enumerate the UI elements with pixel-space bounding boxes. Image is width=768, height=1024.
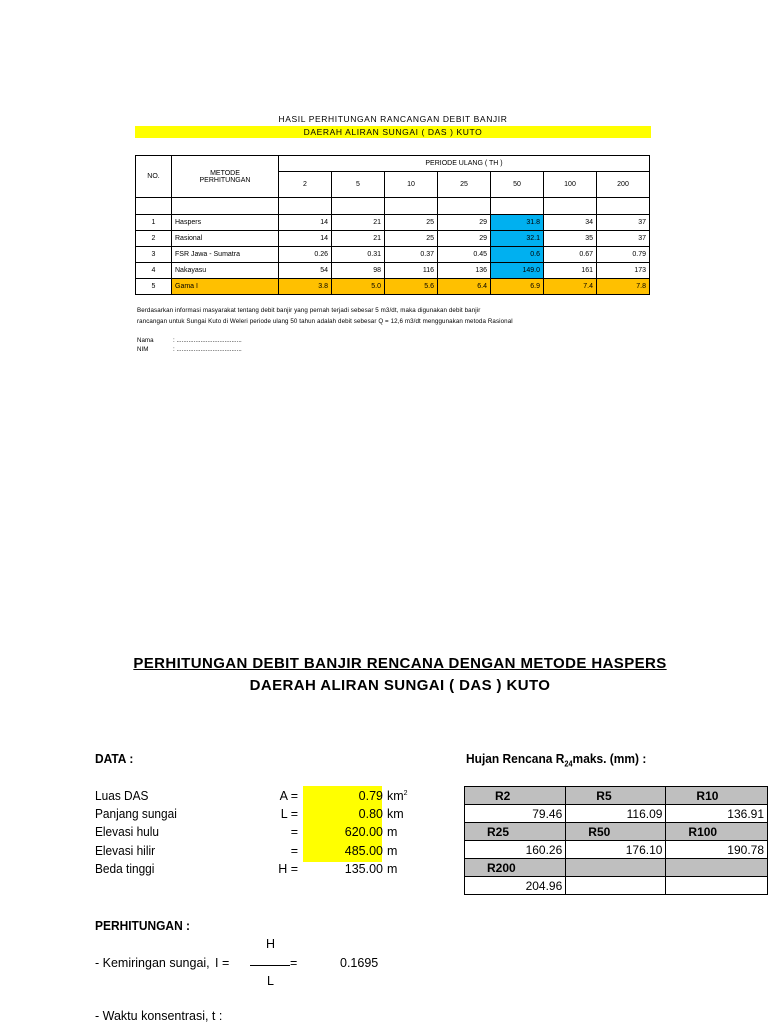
cell: 54	[279, 263, 332, 279]
cell: 6.4	[438, 279, 491, 295]
data-heading: DATA :	[95, 751, 134, 766]
rain-heading-pre: Hujan Rencana R	[466, 751, 565, 766]
fraction-line	[250, 965, 290, 966]
slope-numerator: H	[266, 937, 276, 951]
note-line-1: Berdasarkan informasi masyarakat tentang debit banjir yang pernah terjadi sebesar 5 m3/dt, maka digunakan debit banjir	[137, 307, 481, 314]
nama-label: Nama	[137, 337, 154, 344]
data-symbol: L =	[280, 807, 298, 821]
cell: 0.37	[385, 247, 438, 263]
rain-value: 176.10	[566, 841, 666, 859]
nama-line	[137, 337, 242, 344]
table-row	[136, 215, 650, 231]
nim-label: NIM	[137, 346, 149, 353]
slope-value: 0.1695	[340, 956, 379, 970]
summary-subtitle: DAERAH ALIRAN SUNGAI ( DAS ) KUTO	[135, 126, 651, 138]
cell: 173	[597, 263, 650, 279]
slope-symbol: I =	[215, 956, 230, 970]
cell: 37	[597, 231, 650, 247]
data-label: Elevasi hilir	[95, 844, 156, 858]
rain-header: R10	[666, 787, 768, 805]
rain-empty	[566, 877, 666, 895]
data-value: 135.00	[344, 862, 383, 876]
slope-label: - Kemiringan sungai,	[95, 956, 210, 970]
cell: 14	[279, 231, 332, 247]
header-metode-1: METODE	[210, 169, 240, 177]
row-method: FSR Jawa - Sumatra	[172, 247, 279, 263]
cell: 5.6	[385, 279, 438, 295]
cell: 5.0	[332, 279, 385, 295]
data-row-luas	[95, 789, 425, 807]
header-no: NO.	[136, 156, 172, 198]
rain-header: R50	[566, 823, 666, 841]
data-row-panjang	[95, 807, 425, 825]
rain-header: R2	[465, 787, 566, 805]
header-periode: PERIODE ULANG ( TH )	[279, 156, 650, 172]
summary-note	[137, 305, 657, 327]
cell: 0.26	[279, 247, 332, 263]
data-row-hulu	[95, 825, 425, 843]
data-row-beda	[95, 862, 425, 880]
row-method: Haspers	[172, 215, 279, 231]
rain-value: 160.26	[465, 841, 566, 859]
cell: 116	[385, 263, 438, 279]
row-no: 5	[136, 279, 172, 295]
data-value: 0.79	[358, 789, 383, 803]
table-row	[136, 279, 650, 295]
rain-heading	[466, 751, 646, 769]
cell: 7.4	[544, 279, 597, 295]
cell: 29	[438, 215, 491, 231]
cell-highlight: 32.1	[491, 231, 544, 247]
data-label: Panjang sungai	[95, 807, 177, 821]
calc-heading: PERHITUNGAN :	[95, 918, 191, 933]
header-metode-2: PERHITUNGAN	[199, 176, 251, 184]
period-cell: 50	[491, 172, 544, 198]
rain-header: R100	[666, 823, 768, 841]
period-cell: 200	[597, 172, 650, 198]
cell: 25	[385, 215, 438, 231]
row-method: Gama I	[172, 279, 279, 295]
table-row	[136, 247, 650, 263]
row-no: 1	[136, 215, 172, 231]
cell: 6.9	[491, 279, 544, 295]
cell: 0.67	[544, 247, 597, 263]
cell: 7.8	[597, 279, 650, 295]
rain-heading-post: maks. (mm) :	[572, 751, 647, 766]
row-no: 2	[136, 231, 172, 247]
haspers-title-text: PERHITUNGAN DEBIT BANJIR RENCANA DENGAN METODE HASPERS	[133, 655, 667, 672]
rain-value: 190.78	[666, 841, 768, 859]
rain-header: R5	[566, 787, 666, 805]
rain-empty	[666, 859, 768, 877]
rain-value: 79.46	[465, 805, 566, 823]
rain-value: 136.91	[666, 805, 768, 823]
cell-highlight: 149.0	[491, 263, 544, 279]
cell: 0.45	[438, 247, 491, 263]
data-label: Elevasi hulu	[95, 825, 160, 839]
table-row	[136, 231, 650, 247]
rain-empty	[666, 877, 768, 895]
haspers-subtitle: DAERAH ALIRAN SUNGAI ( DAS ) KUTO	[249, 677, 551, 694]
data-label: Luas DAS	[95, 789, 149, 803]
row-no: 4	[136, 263, 172, 279]
period-cell: 25	[438, 172, 491, 198]
slope-equals: =	[290, 956, 298, 970]
row-method: Nakayasu	[172, 263, 279, 279]
row-no: 3	[136, 247, 172, 263]
cell: 0.31	[332, 247, 385, 263]
data-label: Beda tinggi	[95, 862, 155, 876]
data-unit: m	[387, 825, 398, 839]
data-row-hilir	[95, 844, 425, 862]
nim-line	[137, 346, 242, 353]
table-row	[136, 263, 650, 279]
data-value: 0.80	[358, 807, 383, 821]
nama-blank: : ......................................	[173, 337, 242, 344]
cell: 161	[544, 263, 597, 279]
data-unit: m	[387, 862, 398, 876]
summary-title: HASIL PERHITUNGAN RANCANGAN DEBIT BANJIR	[278, 114, 508, 124]
data-symbol: H =	[278, 862, 298, 876]
nim-blank: : ......................................	[173, 346, 242, 353]
rain-header: R25	[465, 823, 566, 841]
summary-table	[135, 155, 650, 295]
cell: 14	[279, 215, 332, 231]
cell: 98	[332, 263, 385, 279]
tc-label: - Waktu konsentrasi, t :	[95, 1009, 223, 1023]
cell: 35	[544, 231, 597, 247]
data-symbol: =	[290, 825, 298, 839]
data-symbol: A =	[279, 789, 298, 803]
rain-value: 204.96	[465, 877, 566, 895]
cell: 37	[597, 215, 650, 231]
cell: 25	[385, 231, 438, 247]
period-cell: 5	[332, 172, 385, 198]
data-value: 485.00	[344, 844, 383, 858]
rain-value: 116.09	[566, 805, 666, 823]
period-cell: 10	[385, 172, 438, 198]
cell: 0.79	[597, 247, 650, 263]
rain-heading-sub: 24	[564, 759, 573, 769]
period-cell: 2	[279, 172, 332, 198]
cell: 29	[438, 231, 491, 247]
spacer-row	[136, 198, 650, 215]
data-unit: $km^2$	[387, 789, 408, 803]
cell: 21	[332, 231, 385, 247]
cell-highlight: 31.8	[491, 215, 544, 231]
rain-table	[464, 786, 768, 895]
row-method: Rasional	[172, 231, 279, 247]
data-value: 620.00	[344, 825, 383, 839]
haspers-title	[0, 655, 768, 672]
data-symbol: =	[290, 844, 298, 858]
data-unit: m	[387, 844, 398, 858]
cell: 21	[332, 215, 385, 231]
cell: 3.8	[279, 279, 332, 295]
header-metode	[172, 156, 279, 198]
period-cell: 100	[544, 172, 597, 198]
note-line-2: rancangan untuk Sungai Kuto di Weleri periode ulang 50 tahun adalah debit sebesar Q = 12,6 m3/dt menggunakan metoda Rasional	[137, 318, 513, 325]
slope-denominator: L	[267, 974, 274, 988]
cell: 34	[544, 215, 597, 231]
rain-header: R200	[465, 859, 566, 877]
cell-highlight: 0.6	[491, 247, 544, 263]
rain-empty	[566, 859, 666, 877]
data-unit: km	[387, 807, 404, 821]
cell: 136	[438, 263, 491, 279]
